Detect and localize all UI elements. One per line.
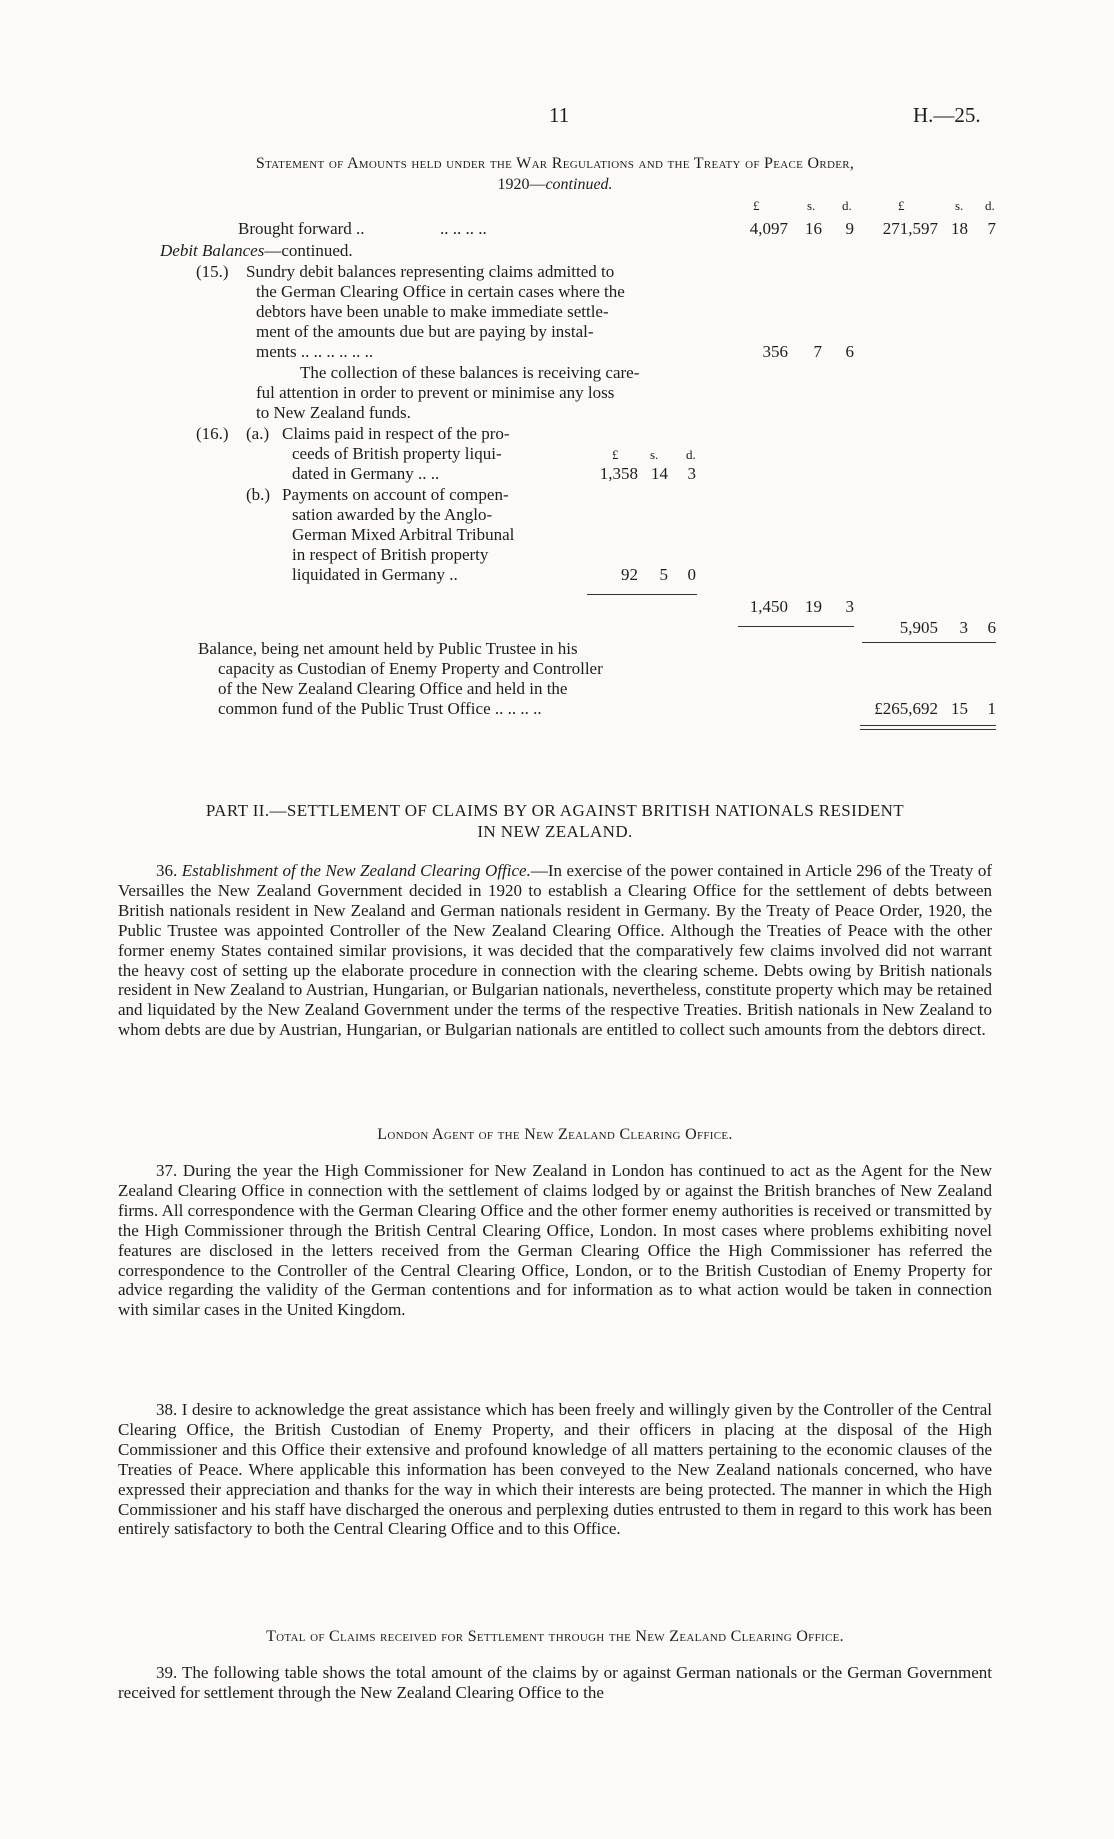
item16b-pence: 0	[687, 565, 696, 584]
item16-subtotal-rule	[587, 594, 697, 595]
paragraph-36: 36. Establishment of the New Zealand Clearing Office.—In exercise of the power contained in Article 296 of the Treaty of Versailles the New Zealand Government decided in 1920 to establish a Clearing Office for the settlement of debts between British nationals resident in New Zealand and German nationals resident in Germany. By the Treaty of Peace Order, 1920, the Public Trustee was appointed Controller of the New Zealand Clearing Office. Although the Treaties of Peace with the other former enemy States contained similar provisions, it was decided that the comparatively few claims involved did not warrant the heavy cost of setting up the elaborate procedure in connection with the clearing scheme. Debts owing by British nationals resident in New Zealand to Austrian, Hungarian, or Bulgarian nationals, nevertheless, constitute property which may be retained and liquidated by the New Zealand Government under the terms of the respective Treaties. British nationals in New Zealand to whom debts are due by Austrian, Hungarian, or Bulgarian nationals are entitled to collect such amounts from the debtors direct.	[118, 861, 993, 1040]
item15-pence: 6	[845, 342, 854, 361]
col-head-shillings-mid: s.	[807, 198, 816, 213]
item15-pounds: 356	[762, 342, 788, 361]
total-claims-heading: Total of Claims received for Settlement through the New Zealand Clearing Office.	[266, 1628, 844, 1645]
item16-subtotal-pence: 3	[845, 597, 854, 616]
statement-title: Statement of Amounts held under the War Regulations and the Treaty of Peace Order,	[255, 155, 855, 172]
part2-heading: PART II.—SETTLEMENT OF CLAIMS BY OR AGAINST BRITISH NATIONALS RESIDENT	[205, 801, 905, 820]
col-head-pence-mid: d.	[842, 198, 852, 213]
brought-forward-right-shillings: 18	[951, 219, 968, 238]
item16a-pounds: 1,358	[599, 464, 638, 483]
item15-shillings: 7	[813, 342, 822, 361]
item16a-label: (a.)	[246, 424, 270, 443]
paragraph-37: 37. During the year the High Commissioner for New Zealand in London has continued to act as the Agent for the New Zealand Clearing Office in connection with the settlement of claims lodged by or against the British branches of New Zealand firms. All correspondence with the German Clearing Office and the other former enemy authorities is received or transmitted by the High Commissioner through the British Central Clearing Office, London. In most cases where problems exhibiting novel features are disclosed in the letters received from the German Clearing Office the High Commissioner has referred the correspondence to the Controller of the Central Clearing Office, London, or to the British Custodian of Enemy Property for advice regarding the validity of the German contentions and for information as to what action would be taken in connection with similar cases in the United Kingdom.	[118, 1161, 992, 1320]
brought-forward-label: Brought forward ..	[238, 219, 365, 238]
col-head-pound-mid: £	[753, 198, 760, 213]
document-reference: H.—25.	[913, 103, 981, 127]
item15-line: the German Clearing Office in certain cases where the	[256, 282, 625, 301]
item16b-line: liquidated in Germany ..	[292, 565, 458, 584]
item16b-line: sation awarded by the Anglo-	[292, 505, 493, 524]
balance-line: common fund of the Public Trust Office .. .. .. ..	[218, 699, 542, 718]
col-head-pound-inner: £	[612, 447, 619, 462]
col-head-pound-right: £	[898, 198, 905, 213]
debit-total-pounds: 5,905	[899, 618, 938, 637]
debit-total-pence: 6	[987, 618, 996, 637]
col-head-pence-inner: d.	[686, 447, 696, 462]
debit-total-shillings: 3	[959, 618, 968, 637]
balance-pence: 1	[987, 699, 996, 718]
item16-subtotal-pounds: 1,450	[749, 597, 788, 616]
balance-line: Balance, being net amount held by Public Trustee in his	[198, 639, 578, 658]
balance-shillings: 15	[951, 699, 968, 718]
item15-line: debtors have been unable to make immediate settle-	[256, 302, 609, 321]
item16-number: (16.)	[196, 424, 229, 443]
paragraph-38: 38. I desire to acknowledge the great assistance which has been freely and willingly given by the Controller of the Central Clearing Office, the British Custodian of Enemy Property, and their officers in placing at the disposal of the High Commissioner and this Office their extensive and profound knowledge of all matters pertaining to the economic clauses of the Treaties of Peace. Where applicable this information has been conveyed to the New Zealand nationals concerned, who have expressed their appreciation and thanks for the way in which their interests are being protected. The manner in which the High Commissioner and his staff have discharged the onerous and perplexing duties entrusted to them in regard to this work has been entirely satisfactory to both the Central Clearing Office and to this Office.	[118, 1400, 992, 1539]
balance-double-rule	[860, 725, 996, 730]
item15-note: The collection of these balances is receiving care-	[300, 363, 640, 382]
item15-note: to New Zealand funds.	[256, 403, 411, 422]
item16a-shillings: 14	[651, 464, 668, 483]
debit-balances-heading: Debit Balances—continued.	[160, 241, 353, 260]
item15-note: ful attention in order to prevent or minimise any loss	[256, 383, 615, 402]
brought-forward-mid-shillings: 16	[805, 219, 822, 238]
item15-number: (15.)	[196, 262, 229, 281]
debit-total-rule	[738, 626, 854, 627]
item16b-line: Payments on account of compen-	[282, 485, 509, 504]
paragraph-39: 39. The following table shows the total amount of the claims by or against German nationals or the German Government received for settlement through the New Zealand Clearing Office to the	[118, 1663, 992, 1702]
brought-forward-right-pence: 7	[987, 219, 996, 238]
brought-forward-right-pounds: 271,597	[882, 219, 938, 238]
item16a-line: dated in Germany .. ..	[292, 464, 440, 483]
london-agent-heading: London Agent of the New Zealand Clearing Office.	[377, 1126, 733, 1143]
debit-total-under-rule	[862, 642, 996, 643]
brought-forward-dots: .. .. .. ..	[440, 219, 487, 238]
page-number: 11	[549, 103, 570, 127]
item16a-pence: 3	[687, 464, 696, 483]
item16b-shillings: 5	[659, 565, 668, 584]
item16b-line: German Mixed Arbitral Tribunal	[292, 525, 515, 544]
statement-title-line2: 1920—continued.	[497, 176, 613, 193]
balance-pounds: £265,692	[874, 699, 938, 718]
item15-line: Sundry debit balances representing claims admitted to	[246, 262, 615, 281]
col-head-shillings-right: s.	[955, 198, 964, 213]
item15-line: ment of the amounts due but are paying by instal-	[256, 322, 594, 341]
balance-line: of the New Zealand Clearing Office and held in the	[218, 679, 568, 698]
brought-forward-mid-pence: 9	[845, 219, 854, 238]
item16-subtotal-shillings: 19	[805, 597, 822, 616]
brought-forward-mid-pounds: 4,097	[749, 219, 788, 238]
item16a-line: ceeds of British property liqui-	[292, 444, 502, 463]
col-head-pence-right: d.	[985, 198, 995, 213]
item16b-label: (b.)	[246, 485, 271, 504]
col-head-shillings-inner: s.	[650, 447, 659, 462]
item15-line: ments .. .. .. .. .. ..	[256, 342, 374, 361]
balance-line: capacity as Custodian of Enemy Property and Controller	[218, 659, 603, 678]
item16b-line: in respect of British property	[292, 545, 489, 564]
item16b-pounds: 92	[621, 565, 638, 584]
item16a-line: Claims paid in respect of the pro-	[282, 424, 510, 443]
part2-heading-line2: IN NEW ZEALAND.	[477, 822, 633, 841]
